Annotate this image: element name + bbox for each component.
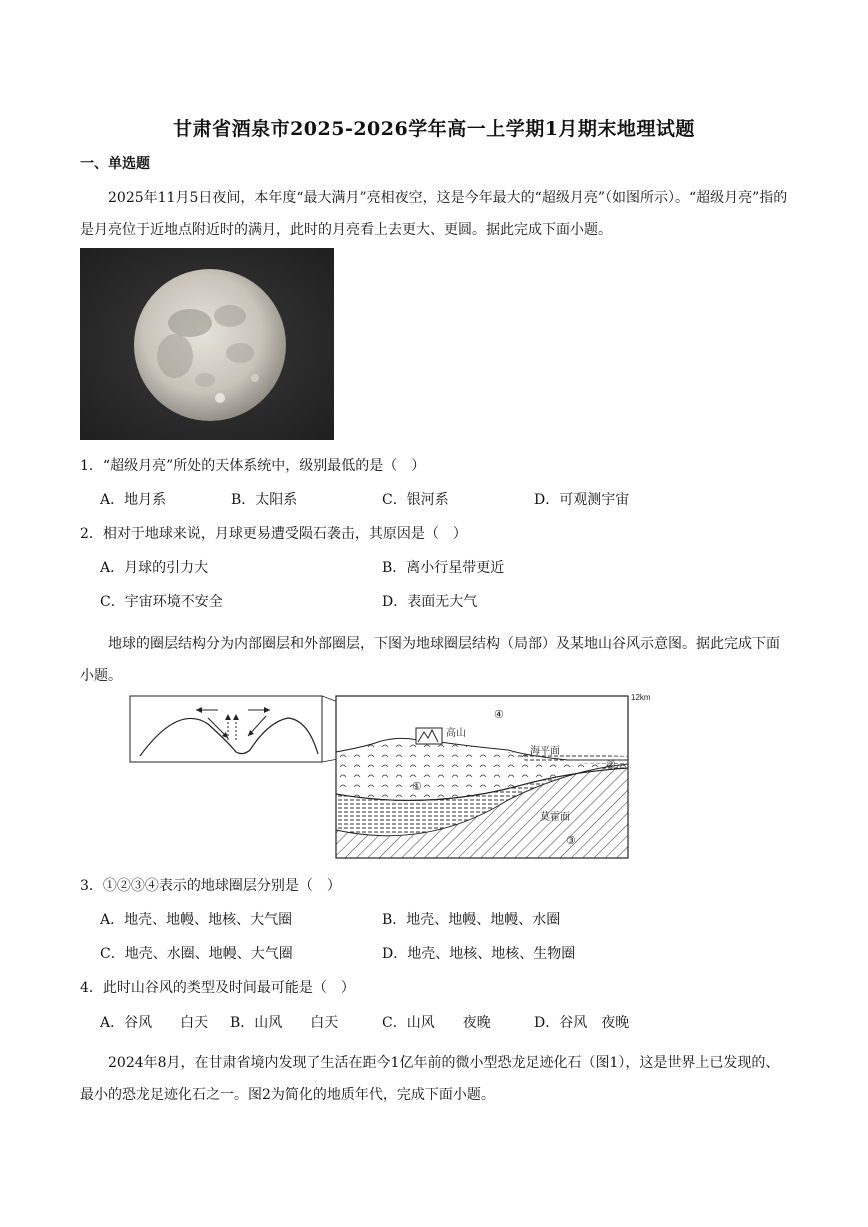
- label-layer-1: ①: [412, 780, 422, 793]
- earth-layers-diagram: [128, 690, 651, 860]
- question-3-stem: 3．①②③④表示的地球圈层分别是（ ）: [80, 878, 341, 894]
- q3-option-c: C．地壳、水圈、地幔、大气圈: [100, 946, 293, 962]
- q4-option-a: A．谷风 白天: [100, 1015, 209, 1031]
- q2-option-b: B．离小行星带更近: [382, 560, 505, 576]
- q4-option-b: B．山风 白天: [230, 1015, 339, 1031]
- label-12km: 12km: [631, 693, 651, 702]
- q4-option-d: D．谷风 夜晚: [534, 1015, 630, 1031]
- question-2-stem: 2．相对于地球来说，月球更易遭受陨石袭击，其原因是（ ）: [80, 526, 467, 542]
- q2-option-a: A．月球的引力大: [100, 560, 209, 576]
- section-heading: 一、单选题: [80, 156, 150, 172]
- label-mountain: 高山: [446, 728, 466, 739]
- super-moon-photo: [80, 248, 334, 440]
- layers-cross-section: [336, 693, 651, 858]
- q1-option-b: B．太阳系: [231, 492, 298, 508]
- q4-option-c: C．山风 夜晚: [382, 1015, 491, 1031]
- q3-option-a: A．地壳、地幔、地核、大气圈: [100, 912, 293, 928]
- label-layer-2: ②: [606, 758, 616, 771]
- q1-option-a: A．地月系: [100, 492, 167, 508]
- question-4-stem: 4．此时山谷风的类型及时间最可能是（ ）: [80, 980, 355, 996]
- passage-1: 2025年11月5日夜间，本年度“最大满月”亮相夜空，这是今年最大的“超级月亮”（如图所示）。“超级月亮”指的是月亮位于近地点附近时的满月，此时的月亮看上去更大、更圆。据此完成下面小题。: [80, 190, 788, 238]
- q3-option-d: D．地壳、地核、地核、生物圈: [382, 946, 576, 962]
- page-title: 甘肃省酒泉市2025-2026学年高一上学期1月期末地理试题: [173, 118, 695, 140]
- q1-option-d: D．可观测宇宙: [534, 492, 630, 508]
- label-sea-level: 海平面: [530, 746, 560, 757]
- label-layer-4: ④: [494, 708, 504, 721]
- q2-option-c: C．宇宙环境不安全: [100, 594, 223, 610]
- question-1: [80, 455, 425, 475]
- passage-3: 2024年8月，在甘肃省境内发现了生活在距今1亿年前的微小型恐龙足迹化石（图1），这是世界上已发现的、最小的恐龙足迹化石之一。图2为简化的地质年代，完成下面小题。: [80, 1055, 780, 1103]
- q1-option-c: C．银河系: [382, 492, 449, 508]
- passage-2: 地球的圈层结构分为内部圈层和外部圈层，下图为地球圈层结构（局部）及某地山谷风示意图。据此完成下面小题。: [80, 636, 780, 684]
- q2-option-d: D．表面无大气: [382, 594, 478, 610]
- valley-wind-box: [130, 696, 322, 762]
- q3-option-b: B．地壳、地幔、地幔、水圈: [382, 912, 561, 928]
- label-moho: 莫霍面: [540, 812, 570, 823]
- question-1-stem: 1．“超级月亮”所处的天体系统中，级别最低的是（ ）: [80, 458, 426, 474]
- label-layer-3: ③: [566, 834, 576, 847]
